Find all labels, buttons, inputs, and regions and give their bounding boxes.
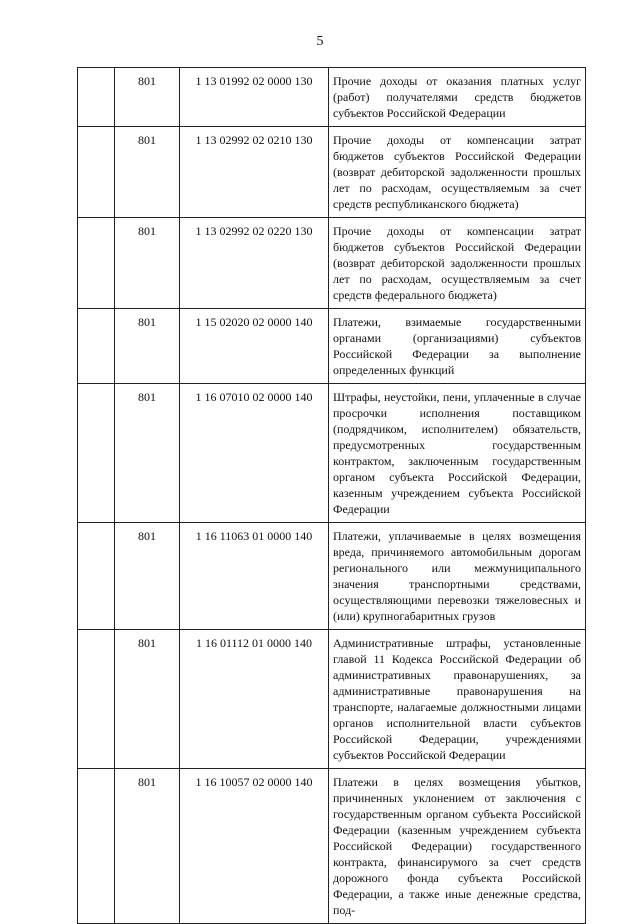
revenue-code-cell: 1 16 07010 02 0000 140 <box>180 384 329 523</box>
page-number: 5 <box>316 34 324 49</box>
revenue-name-cell: Прочие доходы от оказания платных услуг (работ) получателями средств бюджетов субъектов Российской Федерации <box>329 68 586 127</box>
blank-cell <box>78 68 115 127</box>
table-row <box>78 218 586 309</box>
revenue-name-cell: Прочие доходы от компенсации затрат бюджетов субъектов Российской Федерации (возврат дебиторской задолженности прошлых лет по расходам, осуществляемым за счет средств республиканского бюджета) <box>329 127 586 218</box>
admin-code-cell: 801 <box>115 309 180 384</box>
revenue-name-cell: Платежи, взимаемые государственными органами (организациями) субъектов Российской Федерации за выполнение определенных функций <box>329 309 586 384</box>
blank-cell <box>78 630 115 769</box>
admin-code-cell: 801 <box>115 218 180 309</box>
table-body <box>78 68 586 924</box>
revenue-name-cell: Штрафы, неустойки, пени, уплаченные в случае просрочки исполнения поставщиком (подрядчиком, исполнителем) обязательств, предусмотренных государственным контрактом, заключенным государственным органом субъекта Российской Федерации, казенным учреждением субъекта Российской Федерации <box>329 384 586 523</box>
admin-code-cell: 801 <box>115 384 180 523</box>
revenue-code-cell: 1 16 01112 01 0000 140 <box>180 630 329 769</box>
revenue-codes-table <box>77 67 586 924</box>
revenue-name-cell: Платежи, уплачиваемые в целях возмещения вреда, причиняемого автомобильным дорогам регионального или межмуниципального значения транспортными средствами, осуществляющими перевозки тяжеловесных и (или) крупногабаритных грузов <box>329 523 586 630</box>
admin-code-cell: 801 <box>115 630 180 769</box>
table-row <box>78 769 586 924</box>
revenue-code-cell: 1 13 02992 02 0220 130 <box>180 218 329 309</box>
table-row <box>78 384 586 523</box>
admin-code-cell: 801 <box>115 523 180 630</box>
revenue-code-cell: 1 16 10057 02 0000 140 <box>180 769 329 924</box>
revenue-name-cell: Платежи в целях возмещения убытков, причиненных уклонением от заключения с государственным органом субъекта Российской Федерации (казенным учреждением субъекта Российской Федерации) государственного контракта, финансирумого за счет средств дорожного фонда субъекта Российской Федерации, а также иные денежные средства, под- <box>329 769 586 924</box>
table-row <box>78 68 586 127</box>
admin-code-cell: 801 <box>115 68 180 127</box>
revenue-name-cell: Административные штрафы, установленные главой 11 Кодекса Российской Федерации об административных правонарушениях, за административные правонарушения на транспорте, налагаемые должностными лицами органов исполнительной власти субъектов Российской Федерации, учреждениями субъектов Российской Федерации <box>329 630 586 769</box>
admin-code-cell: 801 <box>115 769 180 924</box>
revenue-name-cell: Прочие доходы от компенсации затрат бюджетов субъектов Российской Федерации (возврат дебиторской задолженности прошлых лет по расходам, осуществляемым за счет средств федерального бюджета) <box>329 218 586 309</box>
table-row <box>78 309 586 384</box>
blank-cell <box>78 384 115 523</box>
revenue-code-cell: 1 13 02992 02 0210 130 <box>180 127 329 218</box>
table-row <box>78 630 586 769</box>
blank-cell <box>78 769 115 924</box>
table-row <box>78 127 586 218</box>
blank-cell <box>78 309 115 384</box>
blank-cell <box>78 127 115 218</box>
admin-code-cell: 801 <box>115 127 180 218</box>
blank-cell <box>78 523 115 630</box>
blank-cell <box>78 218 115 309</box>
revenue-code-cell: 1 13 01992 02 0000 130 <box>180 68 329 127</box>
table-row <box>78 523 586 630</box>
revenue-code-cell: 1 15 02020 02 0000 140 <box>180 309 329 384</box>
revenue-code-cell: 1 16 11063 01 0000 140 <box>180 523 329 630</box>
